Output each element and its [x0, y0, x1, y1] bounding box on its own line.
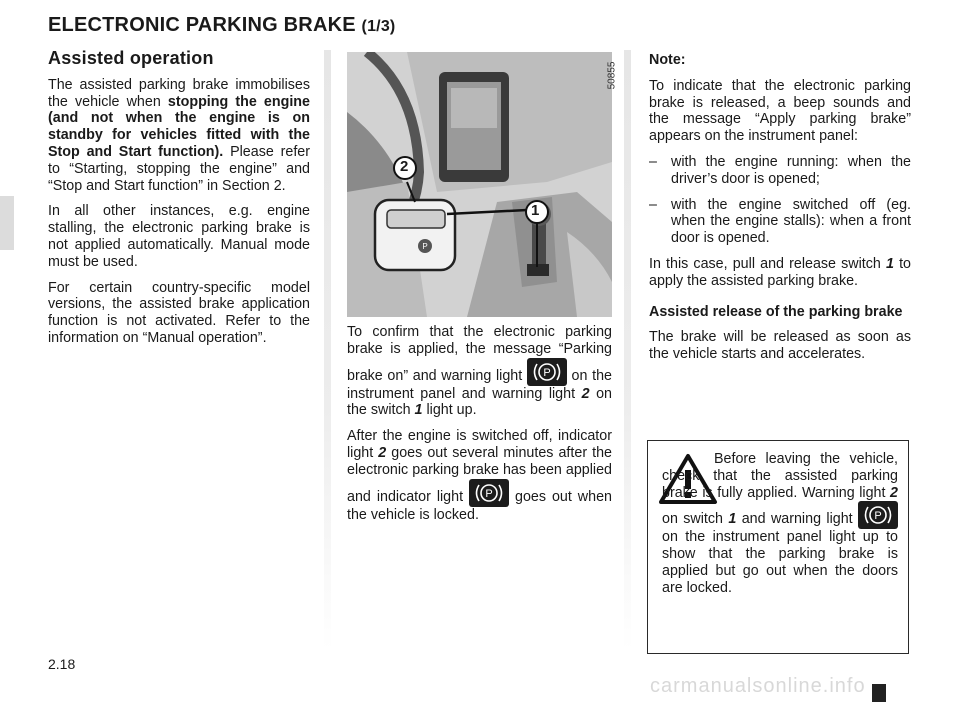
parking-brake-warning-icon: [858, 501, 898, 529]
text-span: goes out several minutes after the electronic parking brake has been applied and indicator light: [347, 444, 613, 505]
ref-number: 1: [414, 402, 423, 419]
page-corner-mark: [872, 684, 886, 702]
left-paragraph-1: [48, 77, 310, 195]
section-tab: [0, 196, 14, 250]
page-number: 2.18: [48, 656, 76, 672]
ref-number: 1: [885, 255, 894, 272]
title-text: ELECTRONIC PARKING BRAKE: [48, 14, 356, 36]
bullet-item: [649, 197, 911, 247]
warning-text: [662, 451, 898, 606]
title-suffix: (1/3): [361, 18, 396, 35]
right-column: [649, 52, 911, 372]
middle-paragraph-2: [347, 428, 612, 523]
column-divider-right: [624, 50, 631, 650]
text-span: and warning light: [736, 511, 858, 528]
dash-mark: –: [649, 153, 657, 170]
text-span: After the engine is switched off, indicator light: [347, 428, 612, 461]
svg-text:P: P: [485, 487, 493, 500]
text-span: on switch: [662, 511, 729, 528]
text-span: In this case, pull and release switch: [649, 255, 886, 272]
dash-mark: –: [649, 196, 657, 213]
right-paragraph-2: [649, 256, 911, 290]
svg-text:P: P: [422, 242, 428, 251]
watermark-text: carmanualsonline.info: [650, 675, 866, 697]
text-span: Before leaving the vehicle, check that the assisted parking brake is fully applied. Warning light: [662, 451, 898, 501]
svg-text:P: P: [874, 510, 882, 523]
text-span: on the instrument panel light up to show that the parking brake is applied but go out when the doors are locked.: [662, 529, 898, 596]
illustration-code: 50855: [606, 61, 618, 90]
left-column: [48, 50, 310, 356]
text-span: on the switch: [347, 385, 612, 419]
warning-box: [647, 440, 909, 654]
text-span: goes out when the vehicle is locked.: [347, 488, 612, 523]
callout-2: 2: [400, 158, 409, 175]
right-paragraph-1: To indicate that the electronic parking brake is released, a beep sounds and the message “Apply parking brake” appears on the instrument panel:: [649, 77, 911, 145]
subheading: Assisted release of the parking brake: [649, 303, 903, 320]
bold-span: stopping the engine (and not when the engine is on standby for vehicles fitted with the Stop and Start function).: [48, 93, 310, 160]
page-title: [48, 14, 395, 37]
bullet-text: with the engine switched off (eg. when the engine stalls): when a front door is opened.: [671, 196, 911, 247]
text-span: on the instrument panel and warning light: [347, 367, 612, 402]
section-heading: Assisted operation: [48, 48, 214, 68]
callout-1: 1: [531, 202, 540, 219]
ref-number: 1: [728, 511, 737, 528]
console-drawing: [347, 52, 612, 317]
right-paragraph-3: The brake will be released as soon as the vehicle starts and accelerates.: [649, 329, 911, 363]
parking-brake-warning-icon: [527, 358, 567, 386]
ref-number: 2: [581, 385, 590, 402]
left-paragraph-3: For certain country-specific model versions, the assisted brake application function is not activated. Refer to the information on “Manual operation”.: [48, 279, 310, 346]
left-paragraph-2: In all other instances, e.g. engine stalling, the electronic parking brake is not applied automatically. Manual mode must be used.: [48, 203, 310, 270]
bullet-item: [649, 154, 911, 188]
text-span: to apply the assisted parking brake.: [649, 255, 911, 289]
ref-number: 2: [378, 444, 387, 461]
text-span: Please refer to “Starting, stopping the engine” and “Stop and Start function” in Section 2.: [48, 143, 310, 194]
parking-brake-warning-icon: [469, 479, 509, 507]
dashboard-illustration: [347, 52, 612, 317]
ref-number: 2: [890, 484, 898, 501]
column-divider-left: [324, 50, 331, 650]
text-span: light up.: [422, 402, 477, 419]
text-span: The assisted parking brake immobilises the vehicle when: [48, 76, 310, 110]
text-span: To confirm that the electronic parking brake is applied, the message “Parking brake on” and warning light: [347, 324, 612, 384]
svg-text:P: P: [543, 366, 551, 379]
warning-paragraph: [662, 451, 898, 597]
note-title: Note:: [649, 52, 686, 68]
middle-column: [347, 324, 612, 532]
bullet-text: with the engine running: when the driver’s door is opened;: [671, 153, 911, 187]
middle-paragraph-1: [347, 324, 612, 419]
